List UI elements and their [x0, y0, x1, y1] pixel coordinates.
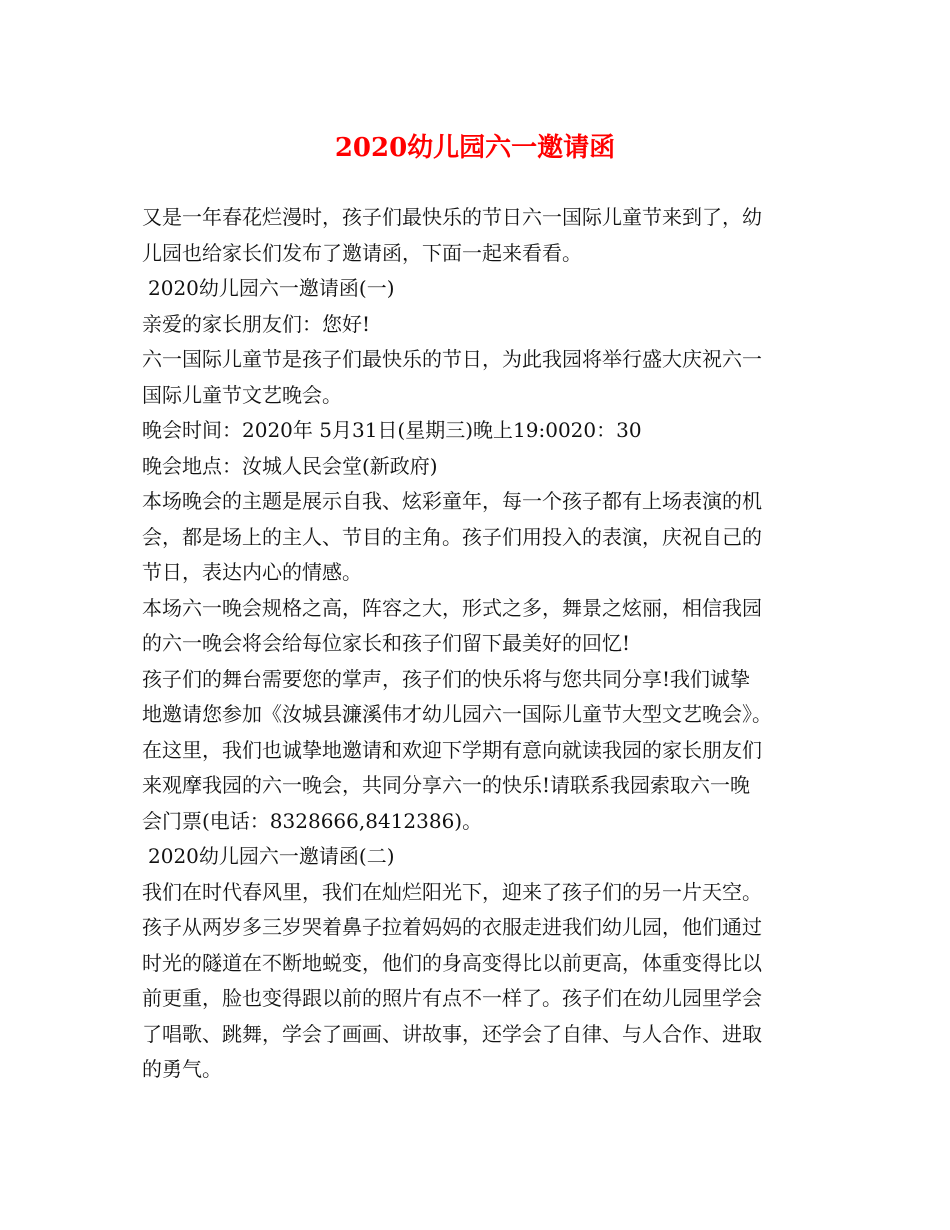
paragraph — [142, 484, 832, 591]
text-line: 又是一年春花烂漫时，孩子们最快乐的节日六一国际儿童节来到了，幼 — [142, 205, 762, 229]
text-line: 孩子从两岁多三岁哭着鼻子拉着妈妈的衣服走进我们幼儿园，他们通过 — [142, 915, 762, 939]
document-title: 2020幼儿园六一邀请函 — [334, 133, 616, 163]
text-line: 的勇气。 — [142, 1057, 222, 1081]
text-line: 国际儿童节文艺晚会。 — [142, 382, 342, 407]
text-line: 的六一晚会将会给每位家长和孩子们留下最美好的回忆! — [142, 631, 631, 655]
text-line: 时光的隧道在不断地蜕变，他们的身高变得比以前更高，体重变得比以 — [142, 950, 762, 975]
text-line: 亲爱的家长朋友们：您好! — [142, 311, 371, 336]
paragraph — [142, 307, 832, 343]
section-heading — [142, 271, 832, 307]
text-line: 在这里，我们也诚挚地邀请和欢迎下学期有意向就读我园的家长朋友们 — [142, 737, 762, 762]
paragraph — [142, 413, 832, 449]
paragraph — [142, 875, 832, 911]
text-line: 本场六一晚会规格之高，阵容之大，形式之多，舞景之炫丽，相信我园 — [142, 595, 762, 620]
text-line: 地邀请您参加《汝城县濂溪伟才幼儿园六一国际儿童节大型文艺晚会》。 — [142, 702, 772, 726]
text-line: 儿园也给家长们发布了邀请函，下面一起来看看。 — [142, 240, 582, 265]
text-line: 2020幼儿园六一邀请函(一) — [148, 276, 395, 300]
text-line: 晚会地点：汝城人民会堂(新政府) — [142, 453, 438, 478]
text-line: 前更重，脸也变得跟以前的照片有点不一样了。孩子们在幼儿园里学会 — [142, 986, 762, 1010]
text-line: 2020幼儿园六一邀请函(二) — [148, 844, 395, 868]
text-line: 会，都是场上的主人、节目的主角。孩子们用投入的表演，庆祝自己的 — [142, 524, 762, 549]
text-line: 来观摩我园的六一晚会，共同分享六一的快乐!请联系我园索取六一晚 — [142, 773, 751, 797]
paragraph — [142, 200, 832, 271]
document-body — [142, 200, 832, 1088]
text-line: 节日，表达内心的情感。 — [142, 560, 362, 584]
paragraph — [142, 342, 832, 413]
text-line: 六一国际儿童节是孩子们最快乐的节日，为此我园将举行盛大庆祝六一 — [142, 347, 762, 371]
paragraph — [142, 910, 832, 1088]
paragraph — [142, 591, 832, 662]
text-line: 孩子们的舞台需要您的掌声，孩子们的快乐将与您共同分享!我们诚挚 — [142, 666, 751, 691]
paragraph — [142, 662, 832, 840]
text-line: 本场晚会的主题是展示自我、炫彩童年，每一个孩子都有上场表演的机 — [142, 489, 762, 513]
text-line: 我们在时代春风里，我们在灿烂阳光下，迎来了孩子们的另一片天空。 — [142, 879, 762, 904]
paragraph — [142, 449, 832, 485]
text-line: 会门票(电话：8328666,8412386)。 — [142, 808, 483, 833]
text-line: 了唱歌、跳舞，学会了画画、讲故事，还学会了自律、与人合作、进取 — [142, 1021, 762, 1046]
text-line: 晚会时间：2020年 5月31日(星期三)晚上19:0020：30 — [142, 418, 642, 442]
section-heading — [142, 839, 832, 875]
